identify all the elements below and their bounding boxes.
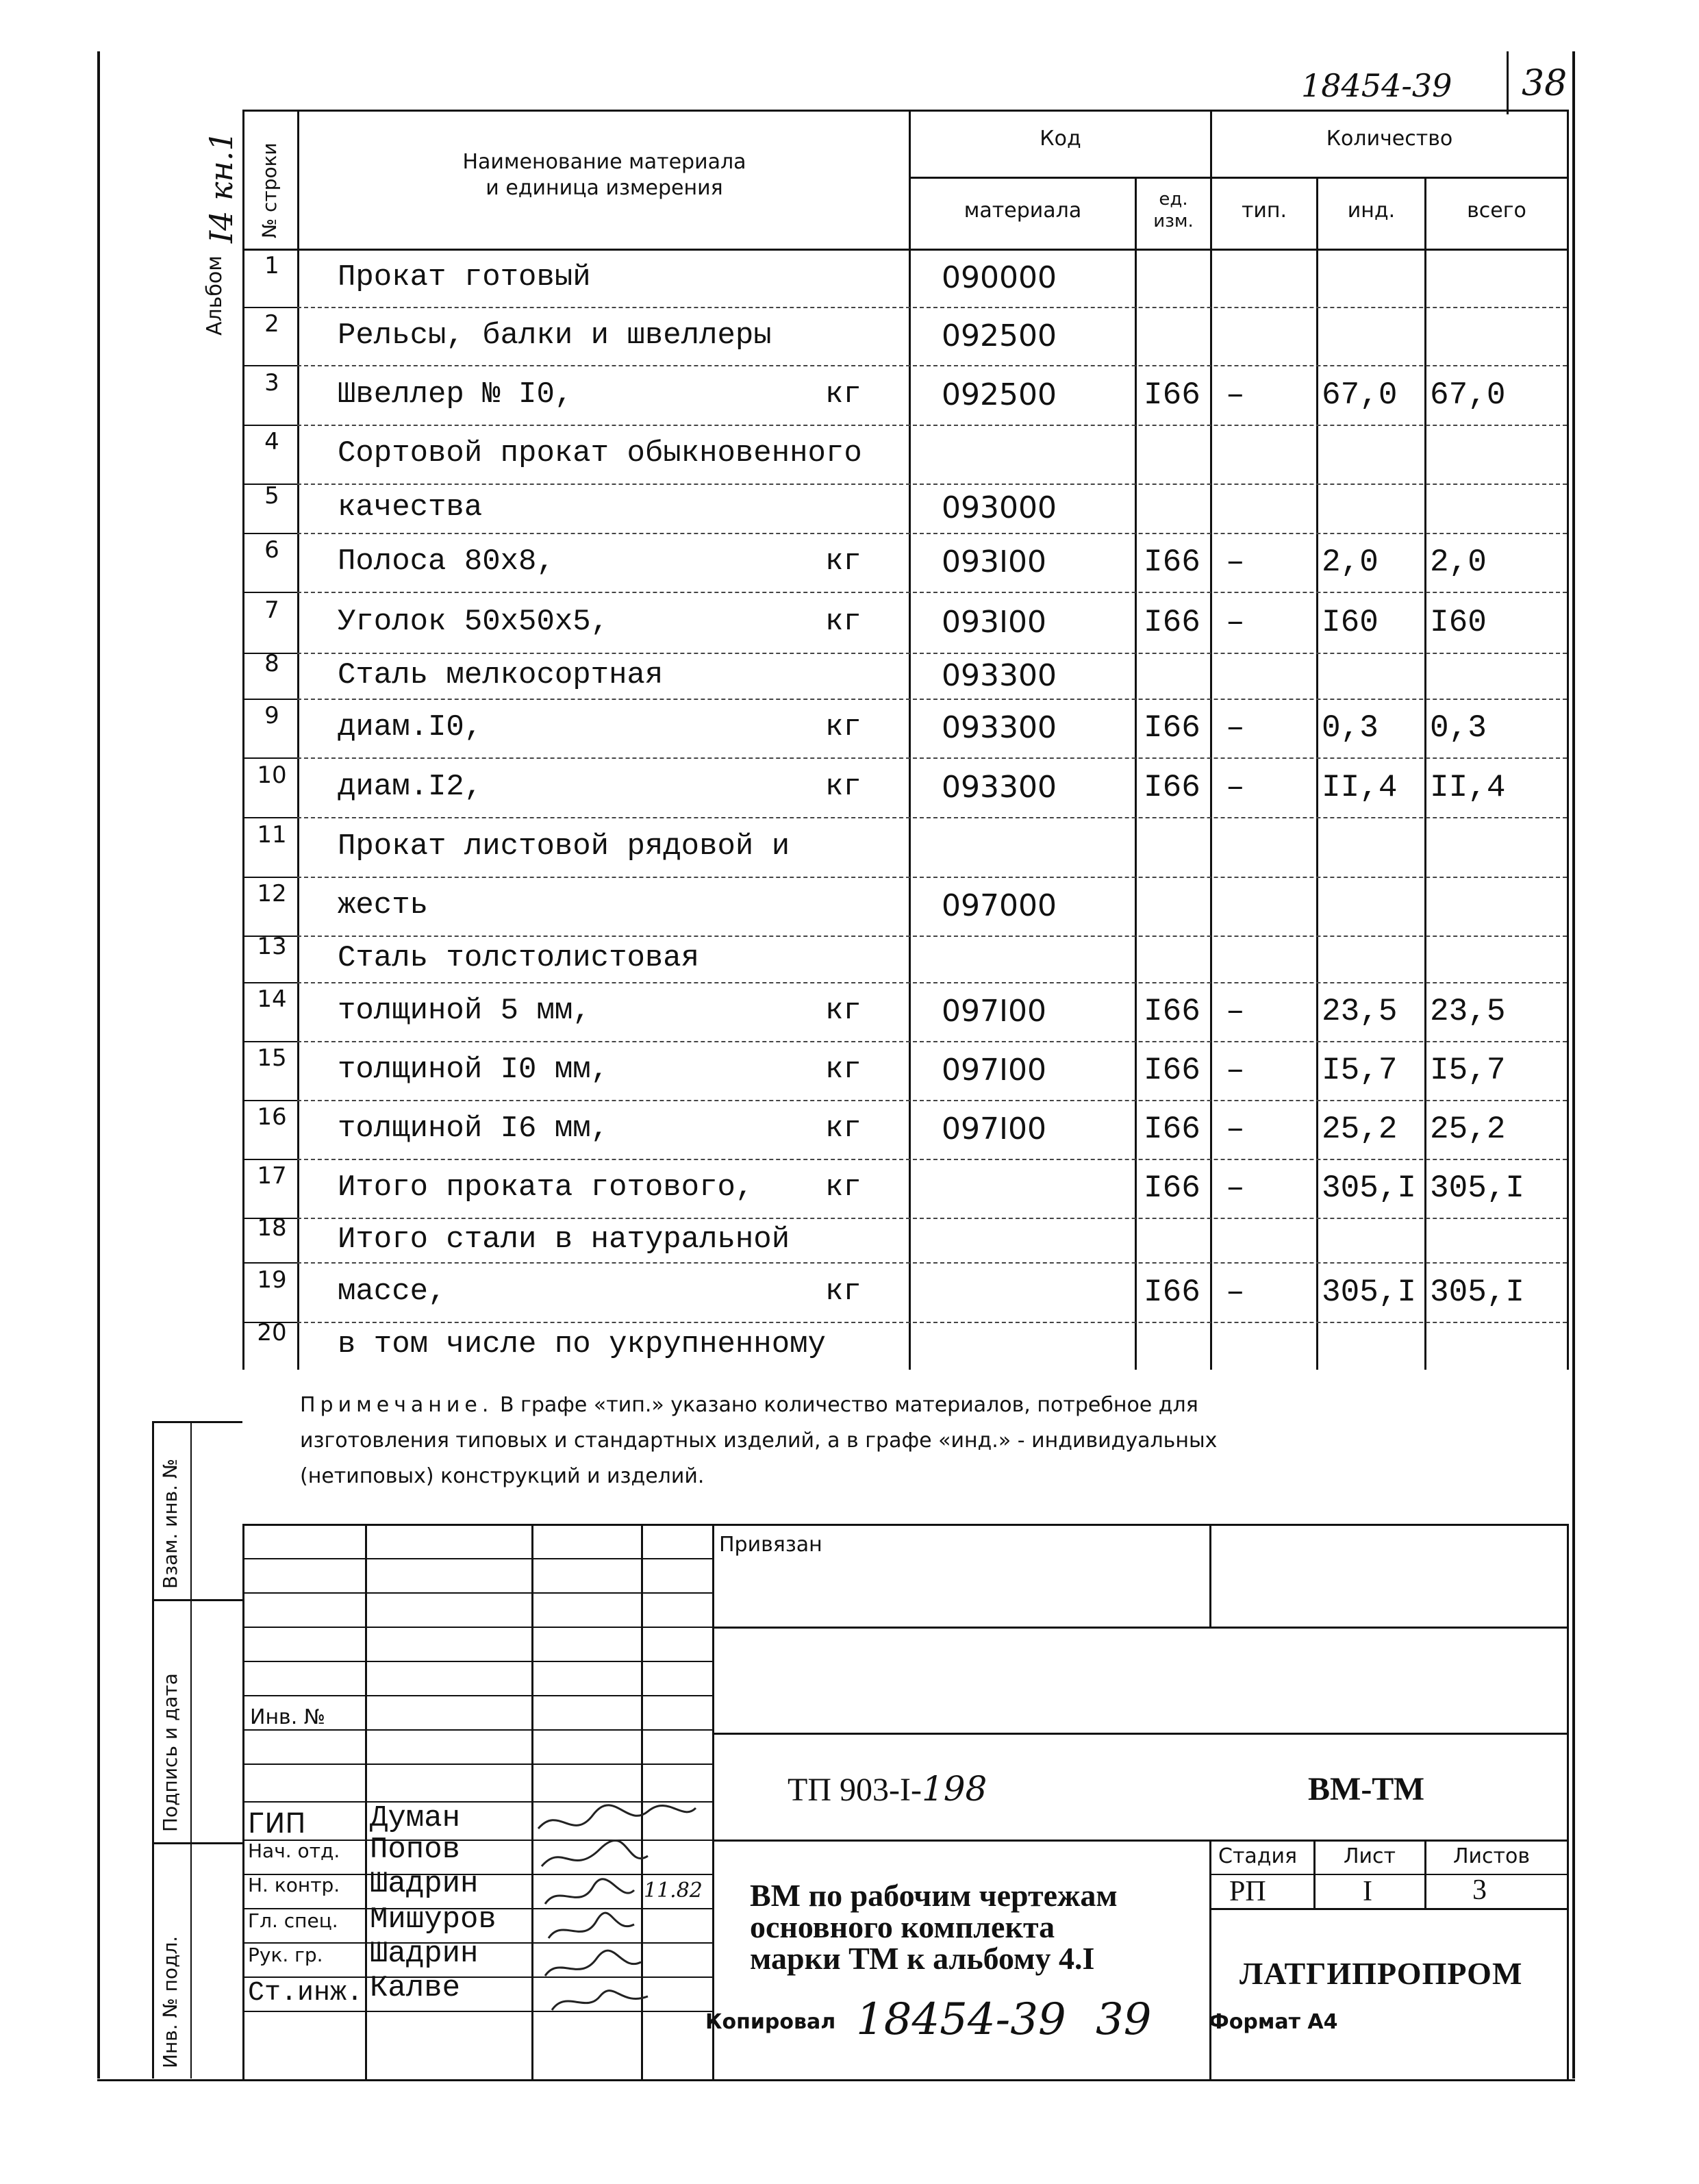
- table-row: [0, 1264, 1699, 1323]
- album-label: Альбом: [203, 255, 227, 336]
- signature-scribbles: [531, 1801, 737, 2020]
- row-number: 13: [257, 933, 287, 960]
- table-row: [0, 700, 1699, 759]
- stamp-h6: [242, 1729, 712, 1731]
- qty-total: II,4: [1430, 770, 1506, 805]
- sign-date: 11.82: [644, 1879, 703, 1903]
- footer-kopiroval: Копировал: [705, 2010, 836, 2034]
- stage-value: РП: [1229, 1876, 1266, 1907]
- side-label-podpis: Подпись и дата: [159, 1673, 181, 1832]
- table-row: [0, 878, 1699, 937]
- row-number: 18: [257, 1214, 287, 1242]
- stamp-title-1: ВМ по рабочим чертежам: [750, 1878, 1118, 1913]
- sheets-value: 3: [1472, 1874, 1487, 1906]
- row-number: 6: [264, 536, 279, 564]
- stamp-h4: [242, 1661, 712, 1662]
- header-kod-material: материала: [964, 199, 1082, 223]
- table-row: [0, 250, 1699, 308]
- stage-col2: [1424, 1840, 1426, 1908]
- org-name: ЛАТГИПРОПРОМ: [1239, 1956, 1523, 1991]
- signature-role: Ст.инж.: [248, 1978, 364, 2009]
- header-split-line: [909, 177, 1569, 179]
- signature-name: Мишуров: [370, 1903, 496, 1937]
- material-code: 092500: [942, 377, 1057, 412]
- stamp-h1: [242, 1558, 712, 1559]
- table-row: [0, 1319, 1699, 1370]
- project-row-top: [712, 1733, 1569, 1735]
- row-number: 2: [264, 310, 279, 338]
- side-label-inv-podl: Инв. № подл.: [159, 1935, 181, 2068]
- row-number: 11: [257, 821, 287, 849]
- header-kod-unit-line1: ед.: [1159, 189, 1188, 210]
- uom-code: I66: [1144, 710, 1200, 746]
- header-qty-tip: тип.: [1241, 199, 1287, 223]
- row-number: 15: [257, 1044, 287, 1072]
- frame-bottom: [97, 2079, 1575, 2081]
- table-row: [0, 818, 1699, 878]
- row-number: 1: [264, 252, 279, 279]
- signature-name: Калве: [370, 1971, 461, 2005]
- signature-name: Попов: [370, 1833, 461, 1867]
- material-code: 093300: [942, 710, 1057, 745]
- material-name: Сортовой прокат обыкновенного: [338, 436, 862, 470]
- sheet-number-divider: [1507, 51, 1509, 114]
- side-box-inner: [190, 1421, 192, 2079]
- header-kod-unit-line2: изм.: [1153, 211, 1194, 231]
- material-code: 093300: [942, 658, 1057, 693]
- project-row-bottom: [712, 1840, 1569, 1842]
- material-code: 093I00: [942, 544, 1046, 579]
- project-code-number: 198: [921, 1769, 987, 1809]
- signature-role: Нач. отд.: [248, 1840, 340, 1862]
- table-row: [0, 482, 1699, 534]
- note-text-1: В графе «тип.» указано количество материалов, потребное для: [493, 1393, 1198, 1417]
- uom-code: I66: [1144, 1112, 1200, 1147]
- table-row: [0, 1214, 1699, 1264]
- note-line3: (нетиповых) конструкций и изделий.: [300, 1464, 705, 1488]
- table-row: [0, 366, 1699, 426]
- doc-code-top: 18454-39: [1301, 67, 1452, 104]
- material-code: 097000: [942, 888, 1057, 923]
- material-name: Итого проката готового,: [338, 1170, 754, 1205]
- unit-label: кг: [825, 1170, 861, 1205]
- privyazan-label: Привязан: [719, 1533, 822, 1557]
- uom-code: I66: [1144, 1170, 1200, 1206]
- qty-total: 0,3: [1430, 710, 1487, 746]
- unit-label: кг: [825, 770, 861, 804]
- qty-total: 305,I: [1430, 1275, 1525, 1310]
- qty-tip: –: [1226, 1170, 1245, 1206]
- qty-ind: 305,I: [1322, 1170, 1417, 1206]
- qty-total: 67,0: [1430, 377, 1506, 413]
- signature-role: Гл. спец.: [248, 1909, 338, 1932]
- signature-role: Н. контр.: [248, 1874, 340, 1896]
- stamp-h3: [242, 1627, 712, 1628]
- footer-copy-code: 18454-39: [856, 1994, 1066, 2045]
- qty-total: 23,5: [1430, 994, 1506, 1029]
- material-name: толщиной 5 мм,: [338, 994, 591, 1028]
- qty-tip: –: [1226, 605, 1245, 640]
- qty-tip: –: [1226, 377, 1245, 413]
- project-mark: ВМ-ТМ: [1308, 1771, 1424, 1807]
- unit-label: кг: [825, 1112, 861, 1146]
- unit-label: кг: [825, 994, 861, 1028]
- qty-total: 2,0: [1430, 544, 1487, 580]
- uom-code: I66: [1144, 1275, 1200, 1310]
- row-number: 14: [257, 986, 287, 1013]
- qty-total: 305,I: [1430, 1170, 1525, 1206]
- stage-values-bottom: [1209, 1908, 1569, 1910]
- side-label-vzam: Взам. инв. №: [159, 1458, 181, 1589]
- table-row: [0, 1160, 1699, 1219]
- sheet-label: Лист: [1344, 1844, 1396, 1868]
- qty-tip: –: [1226, 770, 1245, 805]
- material-name: массе,: [338, 1275, 446, 1309]
- side-box-left: [152, 1421, 154, 2079]
- sheet-number: 38: [1522, 63, 1568, 104]
- header-name: [301, 149, 907, 201]
- material-name: Полоса 80х8,: [338, 544, 555, 579]
- row-number: 10: [257, 762, 287, 789]
- table-row: [0, 933, 1699, 983]
- table-row: [0, 650, 1699, 700]
- material-name: Сталь толстолистовая: [338, 941, 700, 975]
- header-qty: Количество: [1326, 127, 1453, 151]
- note-line2: изготовления типовых и стандартных изделий, а в графе «инд.» - индивидуальных: [300, 1429, 1218, 1453]
- qty-tip: –: [1226, 994, 1245, 1029]
- stamp-h5: [242, 1695, 712, 1696]
- material-code: 097I00: [942, 1053, 1046, 1088]
- material-name: толщиной I0 мм,: [338, 1053, 609, 1087]
- header-qty-total: всего: [1467, 199, 1526, 223]
- unit-label: кг: [825, 605, 861, 639]
- header-kod-unit: [1137, 188, 1210, 232]
- inv-no-label: Инв. №: [250, 1705, 326, 1729]
- qty-ind: I60: [1322, 605, 1379, 640]
- material-name: Уголок 50х50х5,: [338, 605, 609, 639]
- qty-ind: 23,5: [1322, 994, 1398, 1029]
- material-code: 093300: [942, 770, 1057, 805]
- side-box-sep1: [152, 1599, 242, 1601]
- title-split: [1209, 1840, 1211, 2079]
- sheet-value: I: [1363, 1876, 1372, 1907]
- material-name: Сталь мелкосортная: [338, 658, 664, 692]
- stage-col1: [1313, 1840, 1316, 1908]
- signature-role: Рук. гр.: [248, 1944, 323, 1966]
- unit-label: кг: [825, 1275, 861, 1309]
- table-row: [0, 759, 1699, 818]
- material-code: 093I00: [942, 605, 1046, 640]
- table-row: [0, 308, 1699, 366]
- table-row: [0, 426, 1699, 485]
- material-name: в том числе по укрупненному: [338, 1327, 826, 1361]
- material-name: диам.I0,: [338, 710, 483, 744]
- header-name-line1: Наименование материала: [462, 150, 746, 174]
- signature-role: ГИП: [248, 1808, 306, 1840]
- material-code: 097I00: [942, 994, 1046, 1029]
- stamp-right: [1567, 1524, 1569, 2080]
- row-number: 4: [264, 428, 279, 455]
- unit-label: кг: [825, 377, 861, 412]
- uom-code: I66: [1144, 605, 1200, 640]
- material-name: Прокат готовый: [338, 260, 591, 294]
- qty-ind: 67,0: [1322, 377, 1398, 413]
- signature-name: Шадрин: [370, 1937, 479, 1971]
- unit-label: кг: [825, 544, 861, 579]
- qty-ind: 2,0: [1322, 544, 1379, 580]
- header-qty-ind: инд.: [1347, 199, 1396, 223]
- qty-tip: –: [1226, 1053, 1245, 1088]
- table-row: [0, 983, 1699, 1042]
- row-number: 8: [264, 650, 279, 677]
- qty-total: I60: [1430, 605, 1487, 640]
- material-name: Итого стали в натуральной: [338, 1222, 790, 1257]
- unit-label: кг: [825, 1053, 861, 1087]
- stage-label: Стадия: [1218, 1844, 1298, 1868]
- row-number: 19: [257, 1266, 287, 1294]
- row-number: 3: [264, 369, 279, 397]
- header-kod: Код: [1040, 127, 1081, 151]
- material-name: Швеллер № I0,: [338, 377, 573, 412]
- material-code: 092500: [942, 318, 1057, 353]
- qty-ind: I5,7: [1322, 1053, 1398, 1088]
- row-number: 20: [257, 1319, 287, 1346]
- material-name: жесть: [338, 888, 429, 922]
- qty-tip: –: [1226, 544, 1245, 580]
- stamp-title-3: марки ТМ к альбому 4.I: [750, 1941, 1095, 1976]
- material-name: Рельсы, балки и швеллеры: [338, 318, 772, 353]
- header-row-no: № строки: [258, 142, 281, 238]
- material-name: диам.I2,: [338, 770, 483, 804]
- stamp-top: [242, 1524, 1569, 1526]
- note-line1: [300, 1388, 1217, 1423]
- material-code: 090000: [942, 260, 1057, 295]
- footer-copy-num: 39: [1096, 1994, 1152, 2045]
- stamp-title-2: основного комплекта: [750, 1909, 1055, 1944]
- footer-format: Формат А4: [1209, 2010, 1338, 2034]
- project-code-prefix: ТП 903-I-: [788, 1772, 922, 1808]
- signature-name: Думан: [370, 1801, 461, 1835]
- row-number: 16: [257, 1103, 287, 1131]
- stamp-h2: [242, 1592, 712, 1594]
- side-box-sep2: [152, 1842, 242, 1844]
- qty-tip: –: [1226, 710, 1245, 746]
- uom-code: I66: [1144, 1053, 1200, 1088]
- signature-name: Шадрин: [370, 1867, 479, 1901]
- album-value: I4 кн.1: [203, 131, 240, 243]
- stamp-title: [750, 1880, 1118, 1974]
- note-label: Примечание.: [300, 1393, 494, 1417]
- header-name-line2: и единица измерения: [486, 176, 723, 200]
- material-name: Прокат листовой рядовой и: [338, 829, 790, 864]
- material-code: 093000: [942, 490, 1057, 525]
- uom-code: I66: [1144, 544, 1200, 580]
- uom-code: I66: [1144, 770, 1200, 805]
- material-code: 097I00: [942, 1112, 1046, 1146]
- privyazan-bottom: [712, 1627, 1569, 1629]
- qty-tip: –: [1226, 1275, 1245, 1310]
- sheets-label: Листов: [1453, 1844, 1531, 1868]
- qty-tip: –: [1226, 1112, 1245, 1147]
- material-name: качества: [338, 490, 483, 525]
- qty-total: 25,2: [1430, 1112, 1506, 1147]
- uom-code: I66: [1144, 377, 1200, 413]
- stamp-h7: [242, 1763, 712, 1765]
- row-number: 17: [257, 1162, 287, 1190]
- unit-label: кг: [825, 710, 861, 744]
- privyazan-split: [1209, 1524, 1211, 1627]
- row-number: 12: [257, 880, 287, 907]
- row-number: 7: [264, 597, 279, 624]
- row-number: 9: [264, 702, 279, 729]
- project-code: [788, 1769, 987, 1809]
- qty-ind: 25,2: [1322, 1112, 1398, 1147]
- uom-code: I66: [1144, 994, 1200, 1029]
- table-row: [0, 534, 1699, 593]
- table-row: [0, 1042, 1699, 1101]
- qty-ind: 0,3: [1322, 710, 1379, 746]
- side-box-top: [152, 1421, 242, 1423]
- qty-ind: 305,I: [1322, 1275, 1417, 1310]
- table-row: [0, 1101, 1699, 1160]
- qty-ind: II,4: [1322, 770, 1398, 805]
- qty-total: I5,7: [1430, 1053, 1506, 1088]
- table-top-border: [242, 110, 1569, 112]
- row-number: 5: [264, 482, 279, 510]
- table-row: [0, 593, 1699, 654]
- note: [300, 1388, 1217, 1494]
- material-name: толщиной I6 мм,: [338, 1112, 609, 1146]
